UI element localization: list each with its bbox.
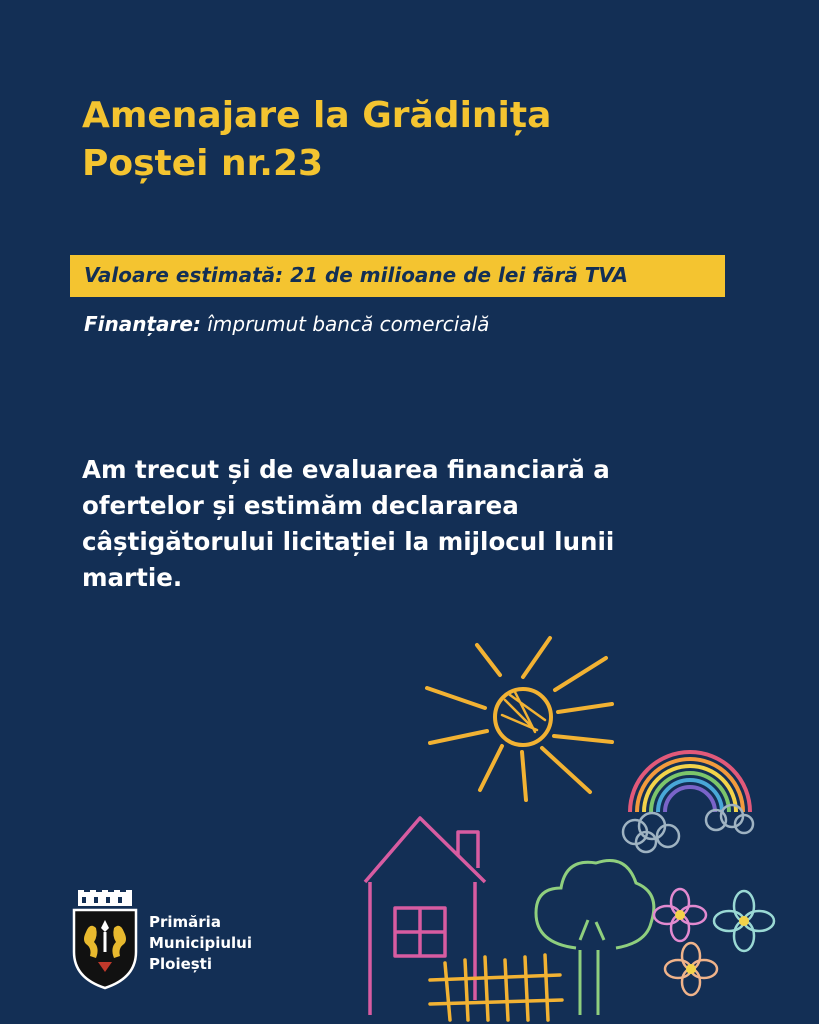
coat-of-arms-icon bbox=[70, 890, 140, 990]
body-line-1: Am trecut și de evaluarea financiară a bbox=[82, 455, 610, 484]
logo-line-1: Primăria bbox=[149, 913, 221, 931]
kids-drawing-illustration bbox=[350, 620, 819, 1024]
sun-icon bbox=[427, 638, 612, 800]
title-line-2: Poștei nr.23 bbox=[82, 143, 324, 184]
body-line-2: ofertelor și estimăm declararea bbox=[82, 491, 519, 520]
fence-icon bbox=[430, 955, 562, 1020]
body-paragraph bbox=[82, 452, 722, 596]
tree-icon bbox=[536, 861, 654, 1016]
title-line-1: Amenajare la Grădinița bbox=[82, 95, 552, 136]
flower-icon bbox=[654, 889, 774, 995]
funding-line bbox=[84, 312, 489, 336]
body-line-3: câștigătorului licitației la mijlocul lunii bbox=[82, 527, 615, 556]
logo-text bbox=[149, 912, 252, 975]
funding-label: Finanțare: bbox=[84, 312, 201, 336]
page-title bbox=[82, 92, 722, 188]
logo-line-2: Municipiului bbox=[149, 934, 252, 952]
logo-line-3: Ploiești bbox=[149, 955, 212, 973]
estimate-text: Valoare estimată: 21 de milioane de lei fără TVA bbox=[84, 263, 629, 287]
funding-value: împrumut bancă comercială bbox=[200, 312, 490, 336]
body-line-4: martie. bbox=[82, 563, 183, 592]
rainbow-icon bbox=[623, 752, 753, 852]
